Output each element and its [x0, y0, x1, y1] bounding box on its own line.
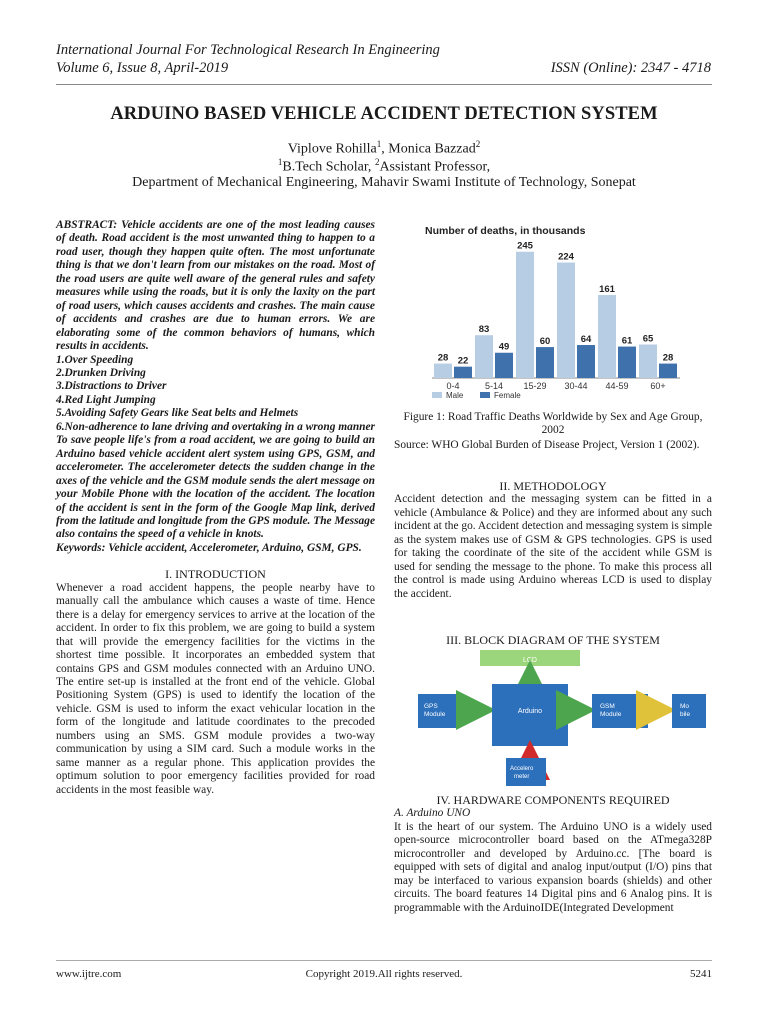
block-diagram-heading: III. BLOCK DIAGRAM OF THE SYSTEM: [446, 633, 660, 647]
legend-label-male: Male: [446, 391, 464, 400]
tick-label-30-44: 30-44: [564, 381, 588, 391]
methodology-heading: II. METHODOLOGY: [499, 479, 607, 493]
accel-label-2: meter: [514, 774, 530, 780]
department: Department of Mechanical Engineering, Mahavir Swami Institute of Technology, Sonepat: [132, 175, 636, 190]
journal-name: International Journal For Technological Research In Engineering: [56, 42, 440, 58]
authors: [0, 139, 768, 158]
lcd-label: LCD: [522, 657, 538, 664]
role-2: Assistant Professor,: [379, 159, 491, 175]
bar-female-30-44: [577, 345, 595, 378]
figure-1-caption: Figure 1: Road Traffic Deaths Worldwide by Sex and Age Group, 2002: [403, 411, 703, 437]
figure-1-source: Source: WHO Global Burden of Disease Project, Version 1 (2002).: [394, 439, 700, 451]
bar-female-15-29: [536, 347, 554, 378]
role-1-mark: 1: [277, 157, 283, 167]
block-diagram-section: [394, 634, 712, 647]
hardware-text: It is the heart of our system. The Arduino UNO is a widely used open-source microcontroller board based on the ATmega328P microcontroller and developed by Arduino.cc. [The board is equipped with sets of digital and analog input/output (I/O) pins that may be interfaced to various expansion boards (shields) and other circuits. The board features 14 Digital pins and 6 Analog pins. It is programmable with the ArduinoIDE(Integrated Development: [394, 820, 712, 914]
tick-label-15-29: 15-29: [523, 381, 547, 391]
paper-title: ARDUINO BASED VEHICLE ACCIDENT DETECTION SYSTEM: [110, 104, 658, 124]
abstract-text: ABSTRACT: Vehicle accidents are one of the most leading causes of death. Road accident is the most unwanted thing to happen to a road user, though they happen quite often. The most unfortunate thing is that we don't learn from our mistakes on the road. Most of the road users are quite well aware of the general rules and safety measures while using the roads, but it is only the laxity on the part of road users, which causes accidents and crashes. The main cause of accidents and crashes are due to human errors. We are elaborating some of the common behaviors of humans, which results in accidents.: [56, 219, 375, 353]
bar-male-15-29: [516, 252, 534, 378]
deaths-chart-svg: [420, 222, 692, 408]
tick-label-0-4: 0-4: [446, 381, 460, 391]
author-separator: ,: [381, 141, 389, 157]
bar-female-0-4: [454, 367, 472, 378]
journal-issn: ISSN (Online): 2347 - 4718: [550, 60, 711, 76]
hardware-heading: IV. HARDWARE COMPONENTS REQUIRED: [436, 793, 670, 807]
keywords: Keywords: Vehicle accident, Accelerometer, Arduino, GSM, GPS.: [56, 541, 362, 554]
tick-label-5-14: 5-14: [484, 381, 504, 391]
list-item: 1.Over Speeding: [56, 353, 134, 366]
left-column: [56, 219, 375, 797]
methodology-section: [394, 480, 712, 601]
author-2-affil: 2: [475, 139, 481, 149]
data-label-male-5-14: 83: [478, 324, 490, 336]
tick-label-60+: 60+: [650, 381, 666, 391]
block-diagram: [412, 650, 710, 786]
arduino-block: [492, 684, 568, 746]
data-label-female-44-59: 61: [621, 335, 633, 347]
bar-female-60+: [659, 364, 677, 378]
accident-causes-list: [56, 354, 375, 435]
gsm-label-2: Module: [600, 711, 622, 718]
tick-label-44-59: 44-59: [605, 381, 629, 391]
bar-male-60+: [639, 345, 657, 379]
data-label-female-30-44: 64: [580, 334, 592, 346]
mobile-label-1: Mo: [680, 703, 690, 710]
author-1-affil: 1: [376, 139, 382, 149]
bar-male-30-44: [557, 263, 575, 378]
legend-swatch-female: [480, 392, 490, 398]
abstract-text-2: To save people life's from a road accident, we are going to build an Arduino based vehicle accident alert system using GPS, GSM, and accelerometer. The accelerometer detects the sudden change in the axes of the vehicle and the GSM module sends the alert message on your Mobile Phone with the location of the accident. The location of the accident is sent in the form of the Google Map link, derived from the latitude and longitude from the GPS module. The Message also contains the speed of a vehicle in knots.: [56, 434, 375, 541]
role-2-mark: 2: [374, 157, 380, 167]
gps-label-1: GPS: [424, 703, 438, 710]
deaths-chart: [420, 222, 692, 408]
accelerometer-block: [506, 758, 546, 786]
gsm-label-1: GSM: [600, 703, 615, 710]
hardware-section: [394, 794, 712, 915]
accel-label-1: Accelero: [510, 766, 534, 772]
chart-title: Number of deaths, in thousands: [425, 225, 586, 237]
author-roles: [0, 157, 768, 176]
author-1: Viplove Rohilla: [287, 141, 377, 157]
author-2: Monica Bazzad: [388, 141, 476, 157]
methodology-text: Accident detection and the messaging system can be fitted in a vehicle (Ambulance & Police) and they are informed about any such incident at the go. Accident detection and messaging system is simple as the system makes use of GSM & GPS technologies. GPS is used for taking the coordinate of the site of the accident while GSM is used for sending the message to the phone. To make this process all the control is made using Arduino whereas LCD is used to display the accident.: [394, 493, 712, 600]
header-rule: [56, 84, 712, 85]
data-label-male-44-59: 161: [599, 284, 615, 296]
list-item: 5.Avoiding Safety Gears like Seat belts and Helmets: [56, 407, 299, 420]
footer-website: www.ijtre.com: [56, 968, 122, 980]
bar-male-44-59: [598, 295, 616, 378]
data-label-male-60+: 65: [642, 333, 654, 345]
block-diagram-svg: [412, 650, 710, 786]
data-label-female-60+: 28: [662, 352, 674, 364]
bar-male-0-4: [434, 364, 452, 378]
legend-swatch-male: [432, 392, 442, 398]
page-number: 5241: [690, 968, 712, 980]
journal-volume: Volume 6, Issue 8, April-2019: [56, 60, 229, 76]
legend-label-female: Female: [494, 391, 521, 400]
introduction-text: Whenever a road accident happens, the people nearby have to manually call the ambulance which causes a waste of time. Hence there is a delay for emergency services to arrive at the location of the accident. In order to fix this problem, we are going to build a system that will provide the emergency facilities for the victims in the shortest time possible. It incorporates an embedded system that contains GPS and GSM modules connected with an Arduino UNO. The entire set-up is installed at the front end of the vehicle. Global Positioning System (GPS) is used to identify the location of the vehicle. GSM is used to inform the exact vehicular location in the form of the longitude and latitude coordinates to the precoded numbers using an SMS. GSM module provides a two-way communication by using a SIM card. Such a module works in the same manner as a regular phone. This application provides the optimum solution to poor emergency facilities provided for road accidents in the most feasible way.: [56, 581, 375, 796]
list-item: 3.Distractions to Driver: [56, 380, 167, 393]
footer-copyright: Copyright 2019.All rights reserved.: [305, 968, 463, 980]
data-label-female-15-29: 60: [539, 336, 551, 348]
mobile-label-2: bile: [680, 711, 691, 718]
bar-female-5-14: [495, 353, 513, 378]
bar-male-5-14: [475, 335, 493, 378]
data-label-female-0-4: 22: [457, 355, 469, 367]
list-item: 4.Red Light Jumping: [56, 393, 156, 406]
data-label-female-5-14: 49: [498, 341, 510, 353]
arduino-label: Arduino: [517, 708, 543, 715]
list-item: 2.Drunken Driving: [56, 366, 146, 379]
data-label-male-30-44: 224: [558, 251, 574, 263]
gps-label-2: Module: [424, 711, 446, 718]
role-1: B.Tech Scholar,: [282, 159, 375, 175]
data-label-male-0-4: 28: [437, 352, 449, 364]
footer-rule: [56, 960, 712, 961]
data-label-male-15-29: 245: [517, 240, 533, 252]
list-item: 6.Non-adherence to lane driving and overtaking in a wrong manner: [56, 420, 375, 433]
arduino-uno-subheading: A. Arduino UNO: [394, 807, 471, 820]
introduction-heading: I. INTRODUCTION: [165, 567, 266, 582]
bar-female-44-59: [618, 347, 636, 378]
